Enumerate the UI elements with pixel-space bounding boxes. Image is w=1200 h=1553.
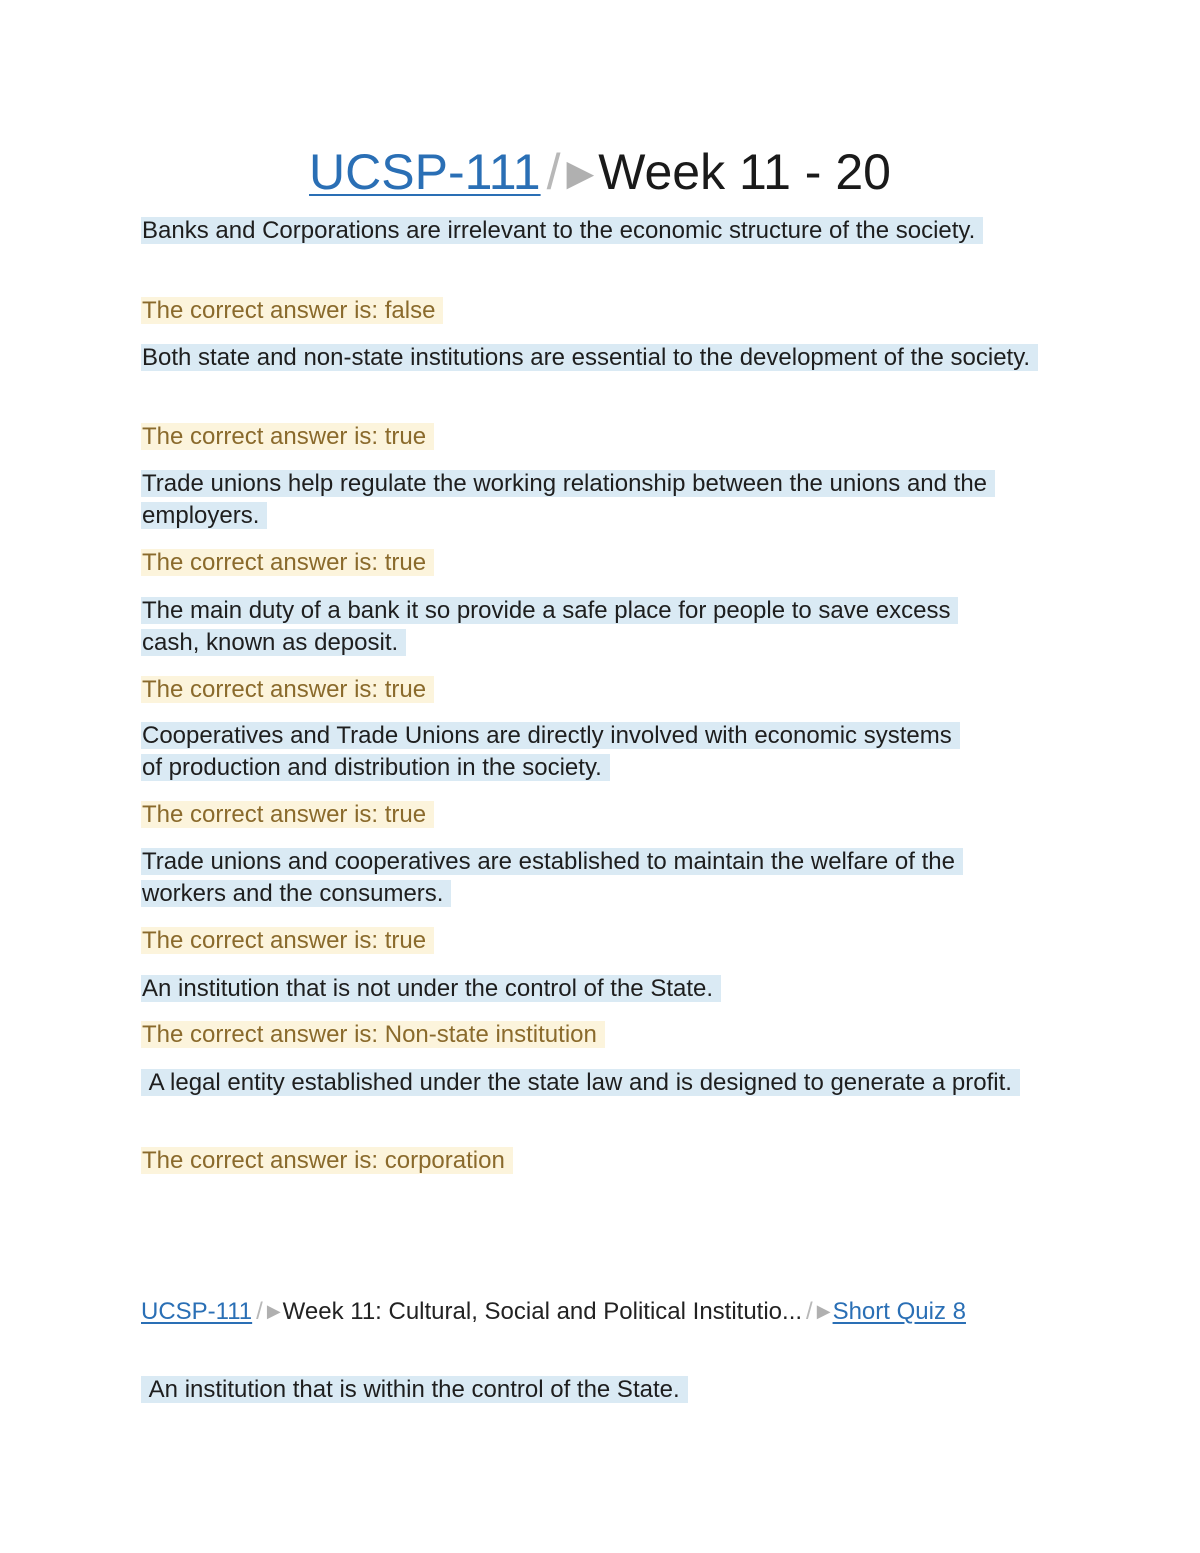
section-title: Week 11 - 20 bbox=[598, 144, 891, 200]
breadcrumb-arrow-icon-2: ▶ bbox=[816, 1301, 831, 1321]
question-2: Both state and non-state institutions are essential to the development of the society. bbox=[141, 342, 1071, 374]
answer-6: The correct answer is: true bbox=[141, 925, 434, 957]
breadcrumb bbox=[141, 1296, 1061, 1329]
breadcrumb-separator: / bbox=[256, 1298, 263, 1325]
question-last: An institution that is within the control of the State. bbox=[141, 1374, 1041, 1406]
play-arrow-icon: ▶ bbox=[566, 152, 595, 193]
title-separator: / bbox=[546, 144, 561, 200]
answer-4: The correct answer is: true bbox=[141, 674, 434, 706]
answer-8: The correct answer is: corporation bbox=[141, 1145, 513, 1177]
answer-3: The correct answer is: true bbox=[141, 547, 434, 579]
breadcrumb-arrow-icon: ▶ bbox=[266, 1301, 281, 1321]
question-3: Trade unions help regulate the working relationship between the unions and the employers. bbox=[141, 468, 1021, 532]
question-6: Trade unions and cooperatives are established to maintain the welfare of the workers and the consumers. bbox=[141, 846, 1041, 910]
answer-2: The correct answer is: true bbox=[141, 421, 434, 453]
answer-7: The correct answer is: Non-state institution bbox=[141, 1019, 605, 1051]
breadcrumb-separator-2: / bbox=[806, 1298, 813, 1325]
question-1: Banks and Corporations are irrelevant to the economic structure of the society. bbox=[141, 215, 1021, 247]
course-link[interactable]: UCSP-111 bbox=[309, 144, 541, 200]
breadcrumb-quiz-link[interactable]: Short Quiz 8 bbox=[832, 1298, 966, 1325]
answer-1: The correct answer is: false bbox=[141, 295, 443, 327]
breadcrumb-week: Week 11: Cultural, Social and Political Institutio... bbox=[282, 1298, 803, 1325]
question-5: Cooperatives and Trade Unions are directly involved with economic systems of production and distribution in the society. bbox=[141, 720, 971, 784]
breadcrumb-course-link[interactable]: UCSP-111 bbox=[141, 1298, 253, 1325]
question-4: The main duty of a bank it so provide a safe place for people to save excess cash, known as deposit. bbox=[141, 595, 991, 659]
question-8: A legal entity established under the state law and is designed to generate a profit. bbox=[141, 1067, 1051, 1099]
answer-5: The correct answer is: true bbox=[141, 799, 434, 831]
page-title bbox=[0, 142, 1200, 207]
question-7: An institution that is not under the control of the State. bbox=[141, 973, 1071, 1005]
